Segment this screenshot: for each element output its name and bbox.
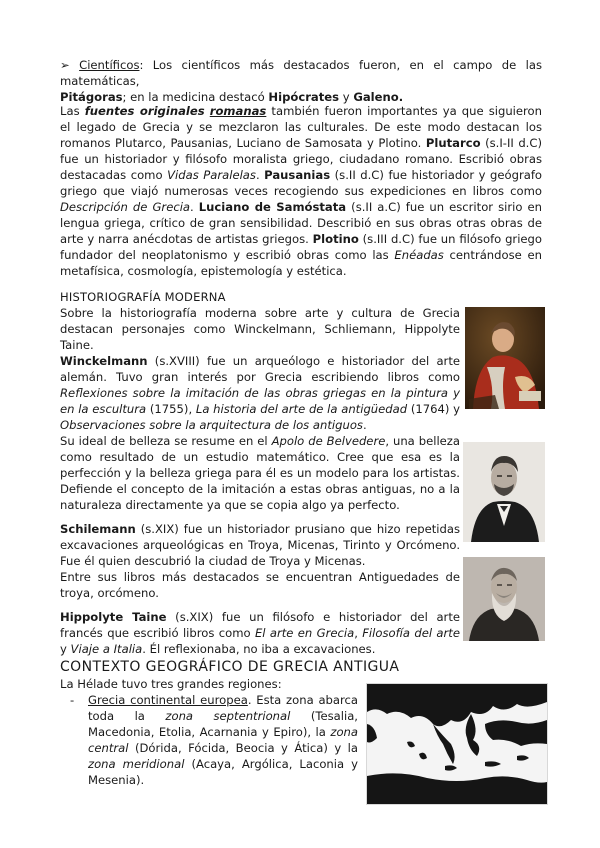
- contexto-intro: La Hélade tuvo tres grandes regiones:: [60, 677, 282, 691]
- historiografia-body: [60, 305, 460, 657]
- eneadas-title: Enéadas: [394, 248, 444, 262]
- contexto-heading: CONTEXTO GEOGRÁFICO DE GRECIA ANTIGUA: [60, 659, 400, 675]
- bullet-arrow-icon: ➢: [60, 58, 70, 72]
- schliemann-books-paragraph: Entre sus libros más destacados se encuentran Antiguedades de troya, orcómeno.: [60, 570, 460, 600]
- winckelmann-ideal-paragraph: Su ideal de belleza se resume en el Apolo de Belvedere, una belleza como resultado de un estudio matemático. Cree que esa es la perfección y la belleza griega para él es un modelo para los artistas. Defiende el concepto de la imitación a estas obras antiguas, no a la naturaleza directamente ya que se copia algo ya perfecto.: [60, 434, 460, 512]
- winckelmann-portrait: [465, 307, 545, 409]
- plutarco-name: Plutarco: [425, 136, 481, 150]
- cientificos-label: Científicos: [79, 58, 140, 72]
- mediterranean-map: [366, 683, 548, 805]
- vidas-paralelas-title: Vidas Paralelas: [167, 168, 256, 182]
- list-dash: -: [70, 693, 75, 707]
- taine-paragraph: Hippolyte Taine (s.XIX) fue un filósofo e historiador del arte francés que escribió libros como El arte en Grecia, Filosofía del arte y Viaje a Italia. Él reflexionaba, no iba a excavaciones.: [60, 610, 460, 656]
- luciano-name: Luciano de Samóstata: [198, 200, 347, 214]
- region-label: Grecia continental europea: [88, 693, 248, 707]
- winckelmann-name: Winckelmann: [60, 354, 148, 368]
- pausanias-name: Pausanias: [264, 168, 331, 182]
- fuentes-originales-term: fuentes originales: [84, 104, 205, 118]
- cientificos-paragraph: ➢ Científicos: Los científicos más destacados fueron, en el campo de las matemáticas, Pitágoras; en la medicina destacó Hipócrates y Galeno.: [60, 58, 543, 104]
- regions-list: [60, 692, 358, 788]
- descripcion-grecia-title: Descripción de Grecia: [60, 200, 191, 214]
- taine-portrait: [463, 557, 545, 641]
- pitagoras-name: Pitágoras: [60, 90, 123, 104]
- galeno-name: Galeno.: [353, 90, 404, 104]
- fuentes-romanas-paragraph: Las fuentes originales romanas también fueron importantes ya que siguieron el legado de Grecia y se mezclaron las culturales. De este modo destacan los romanos Plutarco, Pausanias, Luciano de Samosata y Plotino. Plutarco (s.I-II d.C) fue un historiador y filósofo moralista griego, ciudadano romano. Escribió obras destacadas como Vidas Paralelas. Pausanias (s.II d.C) fue historiador y geógrafo griego que viajó numerosas veces recogiendo sus expediciones en libros como Descripción de Grecia. Luciano de Samóstata (s.II a.C) fue un escritor sirio en lengua griega, crítico de gran sensibilidad. Describió en sus obras otras obras de arte y narra anécdotas de artistas griegos. Plotino (s.III d.C) fue un filósofo griego fundador del neoplatonismo y escribió obras como las Enéadas centrándose en metafísica, cosmología, epistemología y estética.: [60, 104, 542, 278]
- historiografia-heading: HISTORIOGRAFÍA MODERNA: [60, 290, 226, 304]
- historiografia-intro: Sobre la historiografía moderna sobre arte y cultura de Grecia destacan personajes como Winckelmann, Schliemann, Hippolyte Taine.: [60, 306, 460, 352]
- plotino-name: Plotino: [312, 232, 359, 246]
- taine-name: Hippolyte Taine: [60, 610, 167, 624]
- schliemann-portrait: [463, 442, 545, 542]
- schliemann-paragraph: Schilemann (s.XIX) fue un historiador prusiano que hizo repetidas excavaciones arqueológicas en Troya, Micenas, Tirinto y Orcómeno. Fue él quien descubrió la ciudad de Troya y Micenas.: [60, 522, 460, 568]
- winckelmann-paragraph: Winckelmann (s.XVIII) fue un arqueólogo e historiador del arte alemán. Tuvo gran interés por Grecia escribiendo libros como Reflexiones sobre la imitación de las obras griegas en la pintura y en la escultura (1755), La historia del arte de la antigüedad (1764) y Observaciones sobre la arquitectura de los antiguos.: [60, 354, 460, 432]
- list-item: - Grecia continental europea. Esta zona abarca toda la zona septentrional (Tesalia, Macedonia, Etolia, Acarnania y Epiro), la zona central (Dórida, Fócida, Beocia y Ática) y la zona meridional (Acaya, Argólica, Laconia y Mesenia).: [70, 693, 359, 787]
- schliemann-name: Schilemann: [60, 522, 136, 536]
- romanas-term: romanas: [209, 104, 267, 118]
- hipocrates-name: Hipócrates: [268, 90, 340, 104]
